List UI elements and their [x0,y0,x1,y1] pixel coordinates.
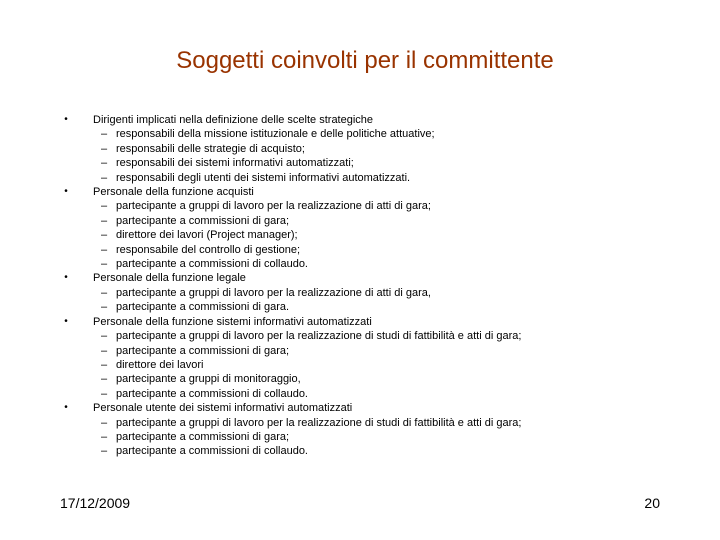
list-item [93,257,700,271]
dash-icon: – [101,416,108,429]
list-item-text: partecipante a commissioni di gara. [116,301,290,314]
list-item [93,300,700,314]
dash-icon: – [101,128,108,141]
dash-icon: – [101,330,108,343]
bullet-section [60,271,700,285]
list-item-text: partecipante a commissioni di collaudo. [116,258,308,271]
bullet-icon: • [64,272,68,284]
list-item-text: responsabili della missione istituzionale e delle politiche attuative; [116,128,435,141]
bullet-icon: • [64,315,68,327]
dash-icon: – [101,157,108,170]
sub-list [60,286,700,315]
list-item [93,358,700,372]
dash-icon: – [101,430,108,443]
list-item-text: partecipante a commissioni di gara; [116,344,290,357]
bullet-section [60,401,700,415]
dash-icon: – [101,214,108,227]
list-item [93,444,700,458]
dash-icon: – [101,445,108,458]
list-item [93,286,700,300]
list-item-text: responsabile del controllo di gestione; [116,243,301,256]
list-item-text: responsabili degli utenti dei sistemi informativi automatizzati. [116,171,411,184]
list-item [93,199,700,213]
list-item-text: partecipante a commissioni di collaudo. [116,387,308,400]
bullet-section [60,185,700,199]
sub-list [60,127,700,185]
slide-content [60,113,700,459]
list-item-text: partecipante a commissioni di collaudo. [116,445,308,458]
list-item [93,430,700,444]
dash-icon: – [101,243,108,256]
bullet-section [60,315,700,329]
sub-list [60,329,700,401]
list-item [93,127,700,141]
dash-icon: – [101,301,108,314]
list-item [93,214,700,228]
dash-icon: – [101,373,108,386]
sub-list [60,199,700,271]
page-number: 20 [644,495,660,511]
dash-icon: – [101,387,108,400]
list-item-text: partecipante a gruppi di lavoro per la realizzazione di studi di fattibilità e atti di gara; [116,416,522,429]
list-item-text: partecipante a commissioni di gara; [116,214,290,227]
section-heading: Personale della funzione sistemi informativi automatizzati [93,315,372,328]
dash-icon: – [101,142,108,155]
dash-icon: – [101,286,108,299]
list-item-text: partecipante a gruppi di lavoro per la realizzazione di atti di gara; [116,200,431,213]
list-item [93,344,700,358]
dash-icon: – [101,358,108,371]
list-item-text: responsabili dei sistemi informativi automatizzati; [116,157,354,170]
list-item-text: partecipante a gruppi di lavoro per la realizzazione di atti di gara, [116,286,431,299]
section-heading: Personale della funzione acquisti [93,186,254,199]
list-item [93,228,700,242]
list-item-text: direttore dei lavori [116,358,204,371]
section-heading: Personale della funzione legale [93,272,246,285]
list-item [93,171,700,185]
section-heading: Personale utente dei sistemi informativi automatizzati [93,402,353,415]
bullet-icon: • [64,186,68,198]
list-item [93,416,700,430]
list-item [93,372,700,386]
slide-title: Soggetti coinvolti per il committente [176,47,554,74]
list-item [93,329,700,343]
dash-icon: – [101,171,108,184]
list-item-text: partecipante a gruppi di monitoraggio, [116,373,301,386]
list-item [93,387,700,401]
list-item-text: responsabili delle strategie di acquisto; [116,142,305,155]
bullet-icon: • [64,402,68,414]
sub-list [60,416,700,459]
footer-date: 17/12/2009 [60,495,131,511]
list-item-text: partecipante a commissioni di gara; [116,430,290,443]
dash-icon: – [101,229,108,242]
list-item [93,243,700,257]
list-item [93,156,700,170]
bullet-icon: • [64,114,68,125]
dash-icon: – [101,200,108,213]
list-item-text: partecipante a gruppi di lavoro per la realizzazione di studi di fattibilità e atti di gara; [116,330,522,343]
section-heading: Dirigenti implicati nella definizione delle scelte strategiche [93,114,374,126]
list-item-text: direttore dei lavori (Project manager); [116,229,298,242]
bullet-section [60,113,700,127]
dash-icon: – [101,258,108,271]
dash-icon: – [101,344,108,357]
list-item [93,142,700,156]
